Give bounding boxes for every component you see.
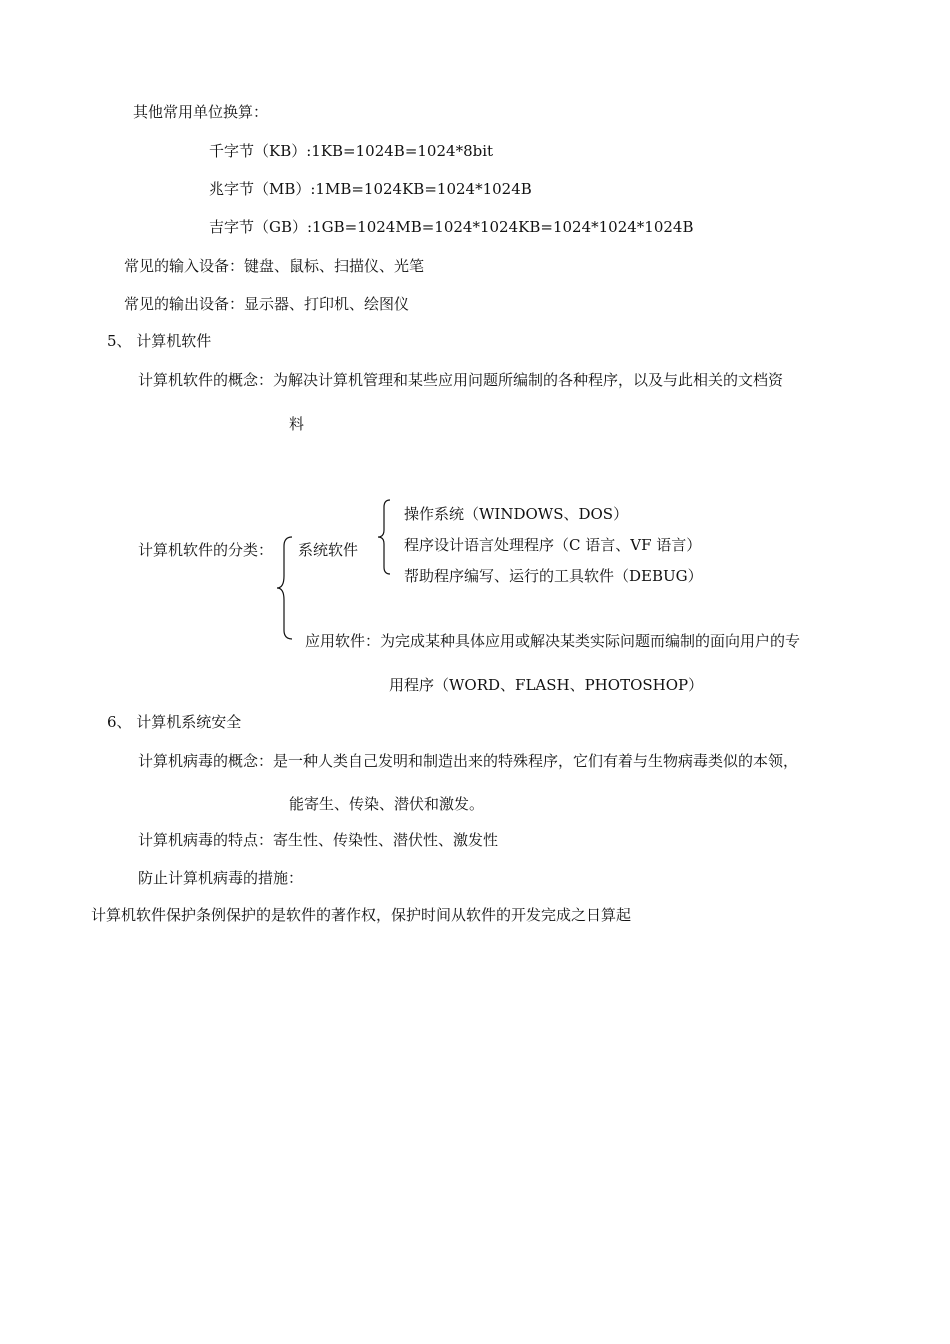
section-5-heading: 5、 计算机软件 — [107, 332, 212, 350]
virus-prevention-heading: 防止计算机病毒的措施： — [138, 869, 304, 887]
system-software-label: 系统软件 — [298, 541, 359, 559]
application-software-line-2: 用程序（WORD、FLASH、PHOTOSHOP） — [389, 676, 704, 694]
software-concept-line-1: 计算机软件的概念：为解决计算机管理和某些应用问题所编制的各种程序，以及与此相关的文档资 — [138, 371, 784, 389]
virus-features: 计算机病毒的特点：寄生性、传染性、潜伏性、激发性 — [138, 831, 499, 849]
system-item-os: 操作系统（WINDOWS、DOS） — [404, 505, 629, 523]
input-devices: 常见的输入设备：键盘、鼠标、扫描仪、光笔 — [124, 257, 425, 275]
inner-brace-icon — [376, 499, 392, 575]
software-protection-note: 计算机软件保护条例保护的是软件的著作权，保护时间从软件的开发完成之日算起 — [91, 906, 632, 924]
virus-concept-line-1: 计算机病毒的概念：是一种人类自己发明和制造出来的特殊程序，它们有着与生物病毒类似的本领， — [138, 752, 799, 770]
section-6-heading: 6、 计算机系统安全 — [107, 713, 242, 731]
output-devices: 常见的输出设备：显示器、打印机、绘图仪 — [124, 295, 410, 313]
system-item-tools: 帮助程序编写、运行的工具软件（DEBUG） — [404, 567, 703, 585]
software-concept-line-2: 料 — [289, 415, 305, 433]
application-software-line-1: 应用软件：为完成某种具体应用或解决某类实际问题而编制的面向用户的专 — [305, 632, 801, 650]
unit-kb: 千字节（KB）:1KB=1024B=1024*8bit — [209, 142, 494, 160]
virus-concept-line-2: 能寄生、传染、潜伏和激发。 — [289, 795, 485, 813]
system-item-language-processor: 程序设计语言处理程序（C 语言、VF 语言） — [404, 536, 702, 554]
unit-mb: 兆字节（MB）:1MB=1024KB=1024*1024B — [209, 180, 532, 198]
units-heading: 其他常用单位换算： — [133, 103, 269, 121]
outer-brace-icon — [276, 536, 296, 640]
unit-gb: 吉字节（GB）:1GB=1024MB=1024*1024KB=1024*1024*1024B — [209, 218, 694, 236]
software-classification-label: 计算机软件的分类： — [138, 541, 274, 559]
